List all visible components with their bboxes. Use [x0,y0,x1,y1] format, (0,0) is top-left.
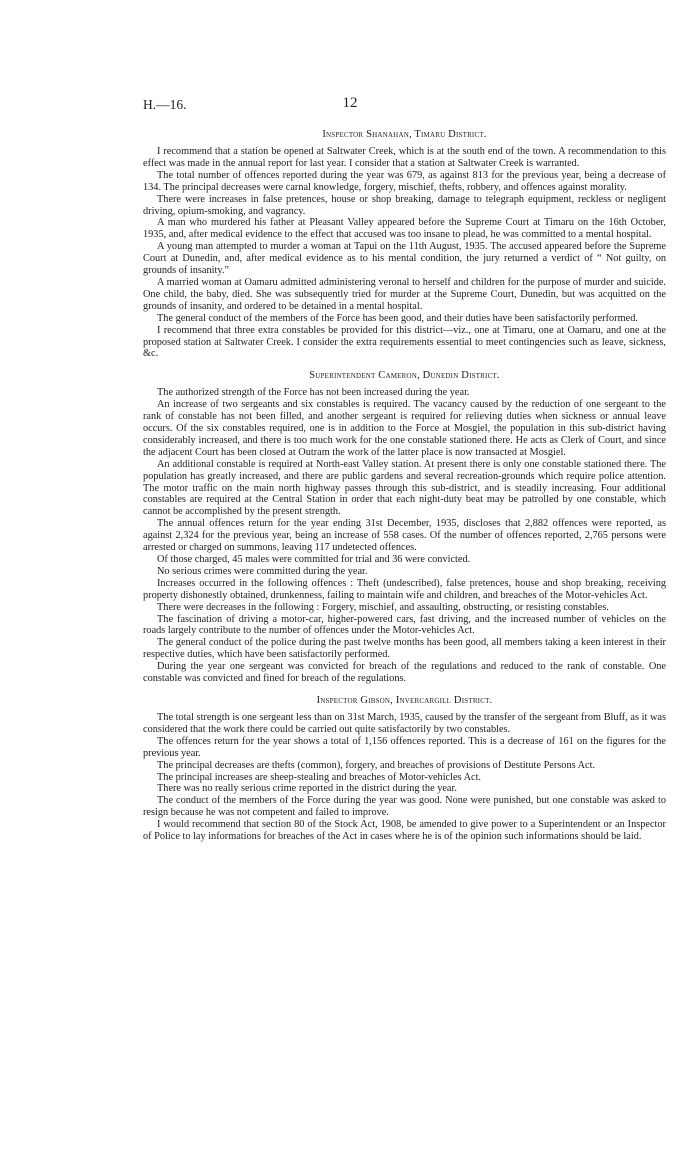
paragraph: The conduct of the members of the Force during the year was good. None were punished, but one constable was asked to resign because he was not competent and failed to improve. [143,795,666,819]
paragraph: There was no really serious crime reported in the district during the year. [157,783,457,795]
paragraph: During the year one sergeant was convicted for breach of the regulations and reduced to the rank of constable. One constable was convicted and fined for breach of the regulations. [143,661,666,685]
paragraph: I recommend that a station be opened at Saltwater Creek, which is at the south end of the town. A recommendation to this effect was made in the annual report for last year. I consider that a station at Saltwater Creek is warranted. [143,146,666,169]
page-header [0,97,700,117]
section-title: Inspector Gibson, Invercargill District. [316,694,493,706]
paragraph: The principal increases are sheep-stealing and breaches of Motor-vehicles Act. [157,771,482,783]
paragraph: I would recommend that section 80 of the Stock Act, 1908, be amended to give power to a Superintendent or an Inspector of Police to lay informations for breaches of the Act in cases where he is of the opinion such informations should be laid. [143,819,666,843]
section-invercargill [143,694,666,843]
section-title: Superintendent Cameron, Dunedin District. [309,370,500,382]
paragraph: A man who murdered his father at Pleasant Valley appeared before the Supreme Court at Timaru on the 16th October, 1935, and, after medical evidence to the effect that accused was too insane to plead, he was committed to a mental hospital. [143,217,666,241]
paragraph: Increases occurred in the following offences : Theft (undescribed), false pretences, house and shop breaking, receiving property dishonestly obtained, drunkenness, failing to maintain wife and children, and breaches of the Motor-vehicles Act. [143,577,666,601]
section-timaru [143,128,666,360]
paragraph: The principal decreases are thefts (common), forgery, and breaches of provisions of Destitute Persons Act. [157,759,596,771]
paragraph: The annual offences return for the year ending 31st December, 1935, discloses that 2,882 offences were reported, as against 2,324 for the previous year, being an increase of 558 cases. Of the number of offences reported, 2,765 persons were arrested or charged on summons, leaving 117 undetected offences. [143,518,666,554]
paragraph: A married woman at Oamaru admitted administering veronal to herself and children for the purpose of murder and suicide. One child, the baby, died. She was subsequently tried for murder at the Supreme Court, Dunedin, but was acquitted on the grounds of insanity, and ordered to be detained in a mental hospital. [143,276,666,312]
page-content [143,128,666,852]
paragraph: An increase of two sergeants and six constables is required. The vacancy caused by the reduction of one sergeant to the rank of constable has not been filled, and another sergeant is required for relieving duties when sickness or annual leave occurs. Of the six constables required, one is in addition to the Force at Mosgiel, the population in this sub-district having considerably increased, and there is too much work for the one constable stationed there. He acts as Clerk of Court, and since the adjacent Court has been closed at Outram the work of the latter place is now transacted at Mosgiel. [143,399,666,458]
paragraph: The general conduct of the members of the Force has been good, and their duties have been satisfactorily performed. [157,312,638,324]
paragraph: The total strength is one sergeant less than on 31st March, 1935, caused by the transfer of the sergeant from Bluff, as it was considered that the work there could be carried out quite satisfactorily by two constables. [143,711,666,735]
paragraph: The offences return for the year shows a total of 1,156 offences reported. This is a decrease of 161 on the figures for the previous year. [143,735,666,759]
document-reference: H.—16. [143,97,187,112]
section-dunedin [143,369,666,685]
page-number: 12 [342,95,358,111]
paragraph: There were increases in false pretences, house or shop breaking, damage to telegraph equipment, reckless or negligent driving, opium-smoking, and vagrancy. [143,193,666,217]
paragraph: An additional constable is required at North-east Valley station. At present there is only one constable stationed there. The population has greatly increased, and there are public gardens and several recreation-grounds which require police attention. The motor traffic on the main north highway passes through this sub-district, and is steadily increasing. Four additional constables are required at the Central Station in order that each night-duty beat may be patrolled by one constable, which cannot be accomplished by the present strength. [143,458,666,518]
paragraph: A young man attempted to murder a woman at Tapui on the 11th August, 1935. The accused appeared before the Supreme Court at Dunedin, and, after medical evidence as to his mental condition, the jury returned a verdict of “ Not guilty, on grounds of insanity.” [143,241,666,277]
paragraph: No serious crimes were committed during the year. [157,565,368,577]
paragraph: The total number of offences reported during the year was 679, as against 813 for the previous year, being a decrease of 134. The principal decreases were carnal knowledge, forgery, mischief, thefts, robbery, and offences against morality. [143,169,666,193]
paragraph: The authorized strength of the Force has not been increased during the year. [157,387,470,399]
paragraph: The general conduct of the police during the past twelve months has been good, all members taking a keen interest in their respective duties, which have been satisfactorily performed. [143,637,666,661]
paragraph: Of those charged, 45 males were committed for trial and 36 were convicted. [157,554,471,565]
paragraph: I recommend that three extra constables be provided for this district—viz., one at Timaru, one at Oamaru, and one at the proposed station at Saltwater Creek. I consider the extra requirements essential to meet contingencies such as leave, sickness, &c. [143,324,666,360]
section-title: Inspector Shanahan, Timaru District. [322,129,487,140]
paragraph: There were decreases in the following : Forgery, mischief, and assaulting, obstructing, or resisting constables. [157,601,609,613]
paragraph: The fascination of driving a motor-car, higher-powered cars, fast driving, and the increased number of vehicles on the roads largely contribute to the number of offences under the Motor-vehicles Act. [143,613,666,637]
